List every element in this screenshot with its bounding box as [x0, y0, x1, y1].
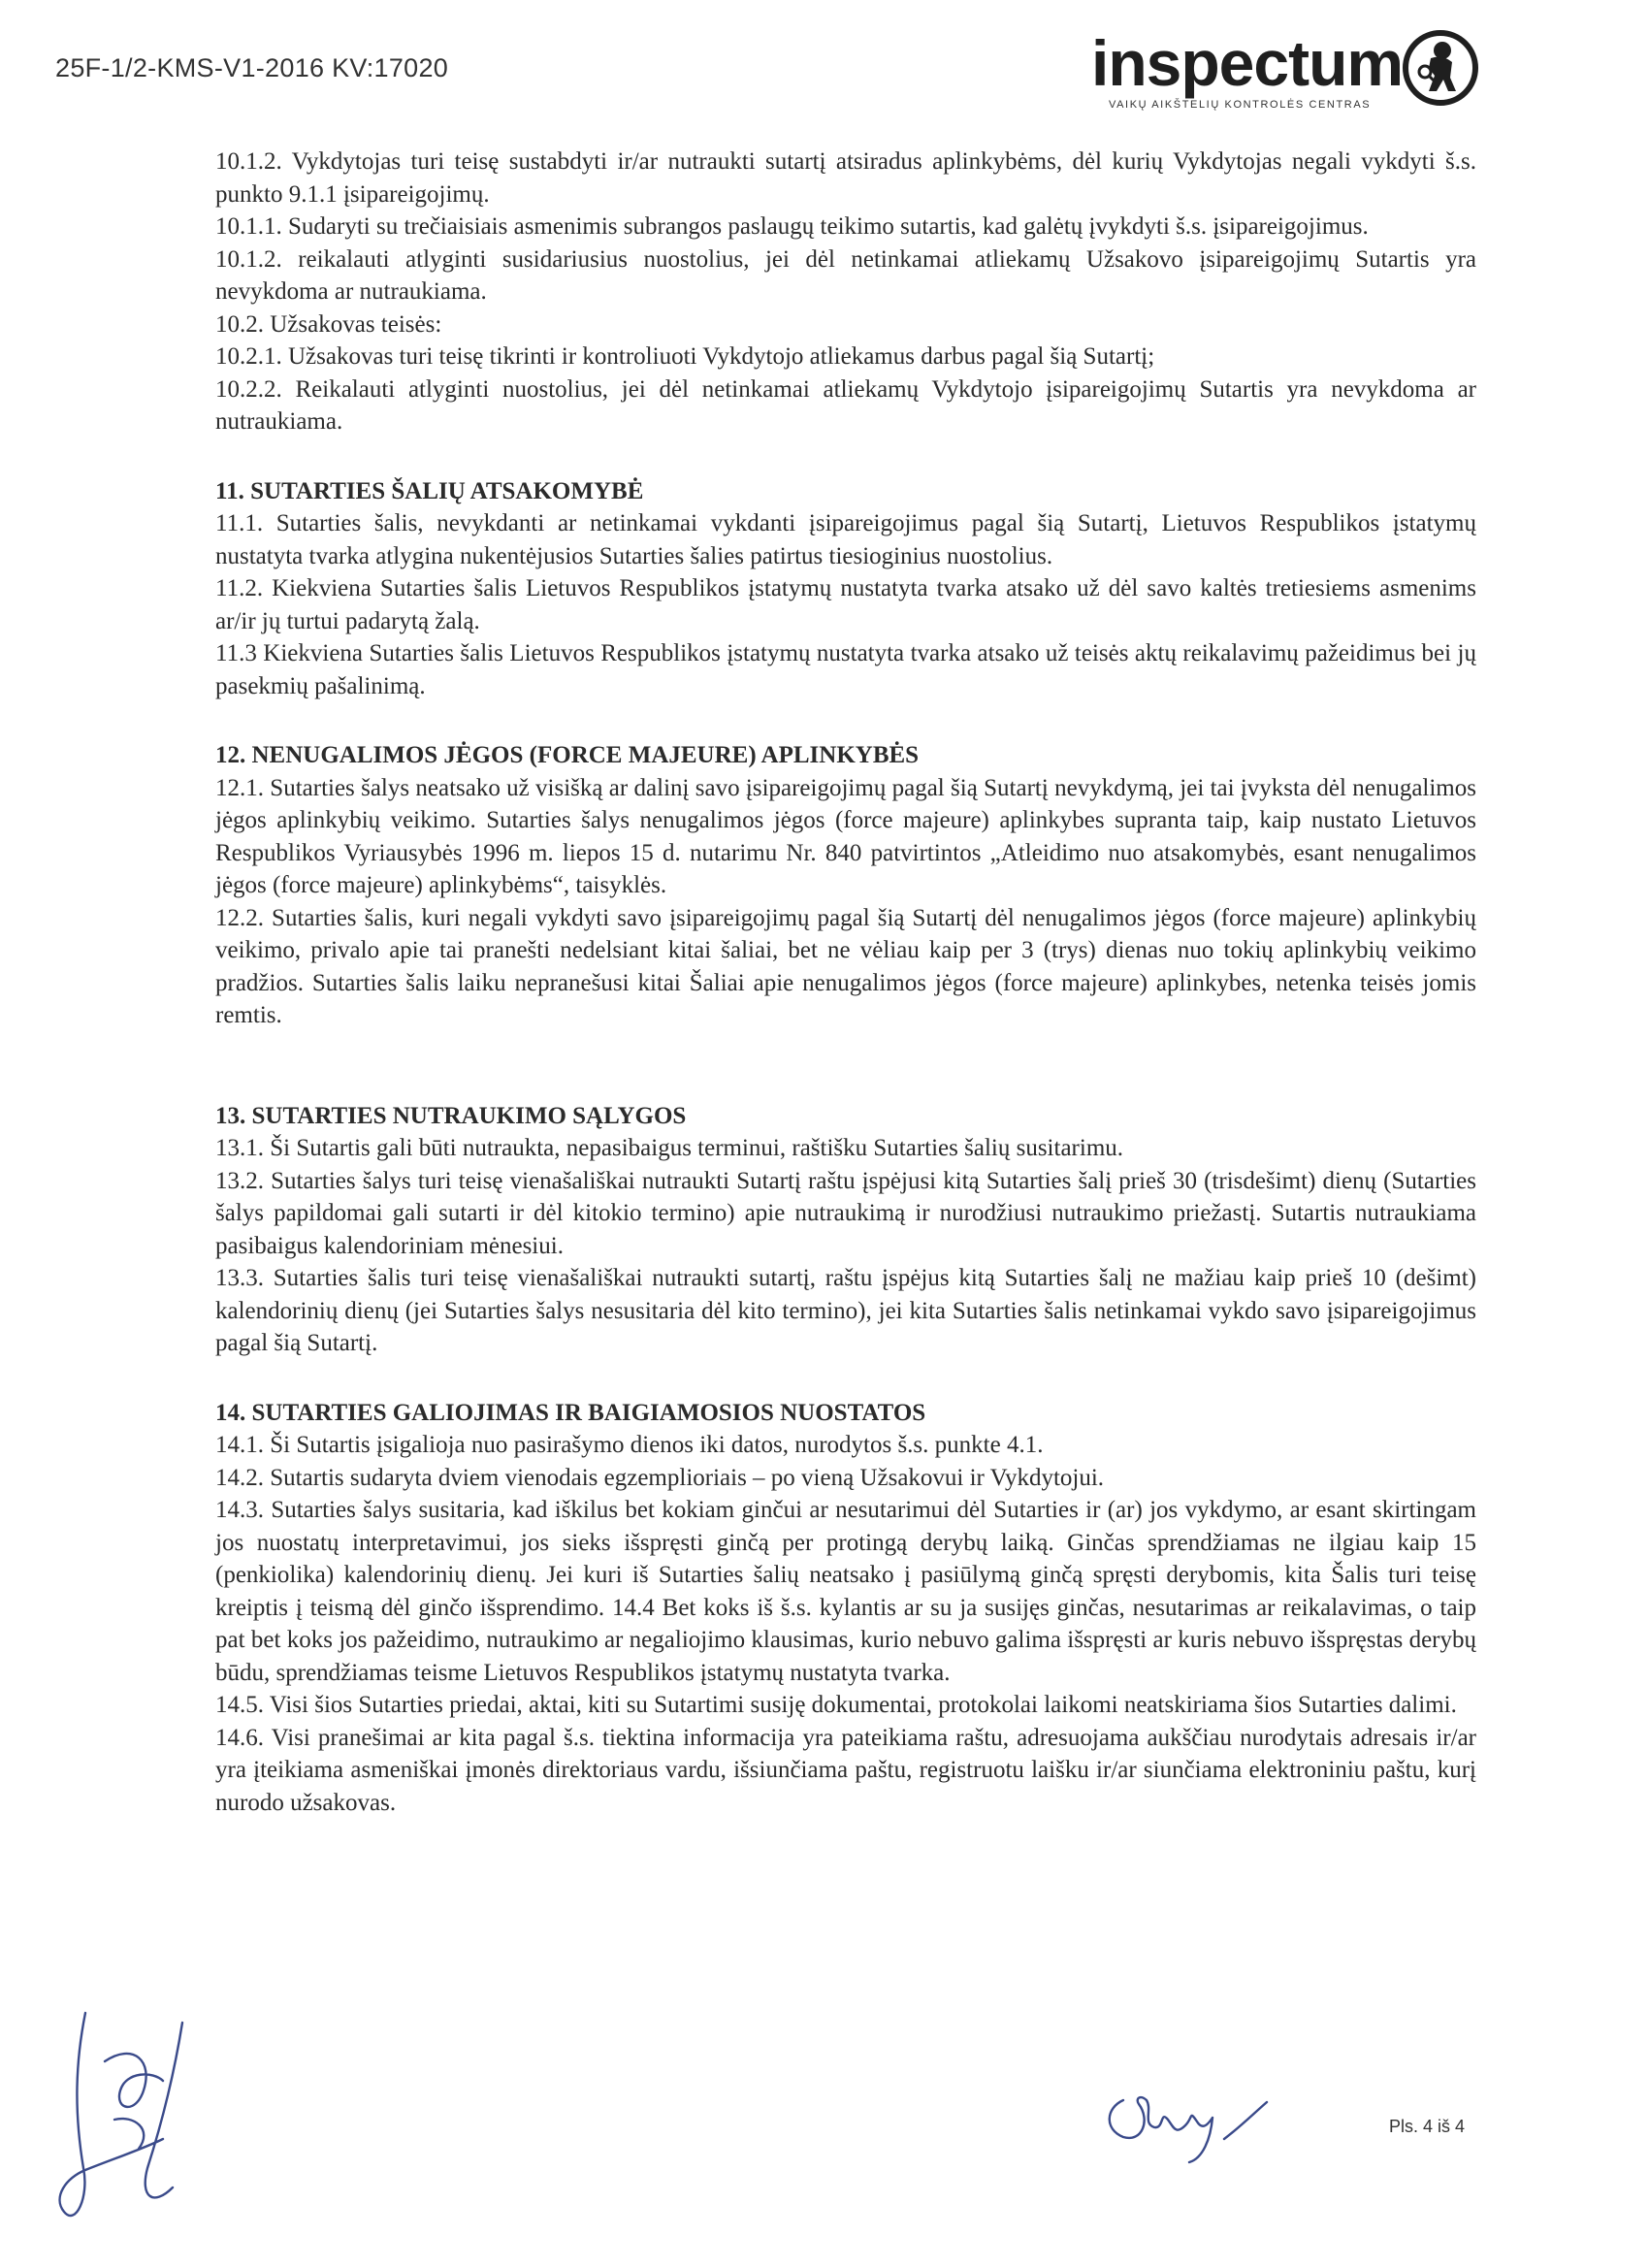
document-code: 25F-1/2-KMS-V1-2016 KV:17020: [55, 53, 449, 82]
clause-paragraph: 10.2.2. Reikalauti atlyginti nuostolius, jei dėl netinkamai atliekamų Vykdytojo įsipareigojimų Sutartis yra nevykdoma ar nutraukiama.: [215, 375, 1476, 435]
clause-paragraph: 10.2. Užsakovas teisės:: [215, 310, 442, 338]
section-heading: 14. SUTARTIES GALIOJIMAS IR BAIGIAMOSIOS NUOSTATOS: [215, 1399, 926, 1426]
clause-paragraph: 10.1.1. Sudaryti su trečiaisiais asmenimis subrangos paslaugų teikimo sutartis, kad galėtų įvykdyti š.s. įsipareigojimus.: [215, 213, 1369, 240]
clause-paragraph: 12.1. Sutarties šalys neatsako už visišką ar dalinį savo įsipareigojimų pagal šią Sutartį nevykdymą, jei tai įvyksta dėl nenugalimos jėgos aplinkybių veikimo. Sutarties šalys nenugalimos jėgos (force majeure) aplinkybes supranta taip, kaip nustato Lietuvos Respublikos Vyriausybės 1996 m. liepos 15 d. nutarimu Nr. 840 patvirtintos „Atleidimo nuo atsakomybės, esant nenugalimos jėgos (force majeure) aplinkybėms“, taisyklės.: [215, 774, 1476, 898]
clause-paragraph: 13.3. Sutarties šalis turi teisę vienašališkai nutraukti sutartį, raštu įspėjus kitą Sutarties šalį ne mažiau kaip prieš 10 (dešimt) kalendorinių dienų (jei Sutarties šalys nesusitaria dėl kito termino), jei kita Sutarties šalis netinkamai vykdo savo įsipareigojimus pagal šią Sutartį.: [215, 1265, 1476, 1356]
signature-left: [47, 2003, 202, 2236]
clause-paragraph: 13.1. Ši Sutartis gali būti nutraukta, nepasibaigus terminui, raštišku Sutarties šalių susitarimu.: [215, 1135, 1124, 1161]
section-heading: 11. SUTARTIES ŠALIŲ ATSAKOMYBĖ: [215, 477, 644, 504]
section-gap: [215, 1032, 1476, 1100]
section-gap: [215, 1360, 1476, 1397]
clause-paragraph: 14.1. Ši Sutartis įsigalioja nuo pasirašymo dienos iki datos, nurodytos š.s. punkte 4.1.: [215, 1432, 1044, 1458]
logo-wordmark: inspectum: [1091, 27, 1404, 99]
clause-paragraph: 10.1.2. reikalauti atlyginti susidariusius nuostolius, jei dėl netinkamai atliekamų Užsakovo įsipareigojimų Sutartis yra nevykdoma ar nutraukiama.: [215, 245, 1476, 305]
section-gap: [215, 438, 1476, 475]
clause-paragraph: 11.3 Kiekviena Sutarties šalis Lietuvos Respublikos įstatymų nustatyta tvarka atsako už teisės aktų reikalavimų pažeidimus bei jų pasekmių pašalinimą.: [215, 640, 1476, 699]
section-heading: 13. SUTARTIES NUTRAUKIMO SĄLYGOS: [215, 1102, 687, 1129]
clause-paragraph: 14.2. Sutartis sudaryta dviem vienodais egzemplioriais – po vieną Užsakovui ir Vykdytojui.: [215, 1464, 1105, 1491]
logo-subtitle: VAIKŲ AIKŠTELIŲ KONTROLĖS CENTRAS: [1109, 99, 1372, 111]
clause-paragraph: 11.1. Sutarties šalis, nevykdanti ar netinkamai vykdanti įsipareigojimus pagal šią Sutartį, Lietuvos Respublikos įstatymų nustatyta tvarka atlygina nukentėjusios Sutarties šalies patirtus tiesioginius nuostolius.: [215, 510, 1476, 569]
clause-paragraph: 14.5. Visi šios Sutarties priedai, aktai, kiti su Sutartimi susiję dokumentai, protokolai laikomi neatskiriama šios Sutarties dalimi.: [215, 1692, 1457, 1718]
section-gap: [215, 702, 1476, 739]
clause-paragraph: 13.2. Sutarties šalys turi teisę vienašališkai nutraukti Sutartį raštu įspėjusi kitą Sutarties šalį prieš 30 (trisdešimt) dienų (Sutarties šalys papildomai gali sutarti ir dėl kitokio termino) apie nutraukimą ir nurodžiusi nutraukimo priežastį. Sutartis nutraukiama pasibaigus kalendoriniam mėnesiui.: [215, 1167, 1476, 1259]
signature-right: [1096, 2081, 1290, 2168]
clause-paragraph: 14.6. Visi pranešimai ar kita pagal š.s. tiektina informacija yra pateikiama raštu, adresuojama aukščiau nurodytais adresais ir/ar yra įteikiama asmeniškai įmonės direktoriaus vardu, išsiunčiama paštu, registruotu laišku ir/ar siunčiama elektroniniu paštu, kurį nurodo užsakovas.: [215, 1724, 1476, 1816]
clause-paragraph: 10.2.1. Užsakovas turi teisę tikrinti ir kontroliuoti Vykdytojo atliekamus darbus pagal šią Sutartį;: [215, 343, 1155, 370]
page-number: Pls. 4 iš 4: [1389, 2117, 1466, 2136]
clause-paragraph: 11.2. Kiekviena Sutarties šalis Lietuvos Respublikos įstatymų nustatyta tvarka atsako už dėl savo kaltės tretiesiems asmenims ar/ir jų turtui padarytą žalą.: [215, 575, 1476, 634]
clause-paragraph: 14.3. Sutarties šalys susitaria, kad iškilus bet kokiam ginčui ar nesutarimui dėl Sutarties ir (ar) jos vykdymo, ar esant skirtingam jos nuostatų interpretavimui, jos sieks išspręsti ginčą per protingą derybų laiką. Ginčas sprendžiamas ne ilgiau kaip 15 (penkiolika) kalendorinių dienų. Jei kuri iš Sutarties šalių neatsako į pasiūlymą ginčą spręsti derybomis, kita Šalis turi teisę kreiptis į teismą dėl ginčo išsprendimo. 14.4 Bet koks iš š.s. kylantis ar su ja susijęs ginčas, nesutarimas ar reikalavimas, o taip pat bet koks jos pažeidimo, nutraukimo ar negaliojimo klausimas, kurio nebuvo galima išspręsti ar kuris nebuvo išspręstas derybų būdu, sprendžiamas teisme Lietuvos Respublikos įstatymų nustatyta tvarka.: [215, 1497, 1476, 1686]
document-body: [215, 146, 1476, 1819]
company-logo: [1091, 29, 1479, 121]
inspector-icon: [1402, 29, 1479, 107]
clause-paragraph: 12.2. Sutarties šalis, kuri negali vykdyti savo įsipareigojimų pagal šią Sutartį dėl nenugalimos jėgos (force majeure) aplinkybių veikimo, privalo apie tai pranešti nedelsiant kitai šaliai, bet ne vėliau kaip per 3 (trys) dienas nuo tokių aplinkybių veikimo pradžios. Sutarties šalis laiku nepranešusi kitai Šaliai apie nenugalimos jėgos (force majeure) aplinkybes, netenka teisės jomis remtis.: [215, 904, 1476, 1028]
section-heading: 12. NENUGALIMOS JĖGOS (FORCE MAJEURE) APLINKYBĖS: [215, 742, 920, 768]
clause-paragraph: 10.1.2. Vykdytojas turi teisę sustabdyti ir/ar nutraukti sutartį atsiradus aplinkybėms, dėl kurių Vykdytojas negali vykdyti š.s. punkto 9.1.1 įsipareigojimų.: [215, 148, 1476, 208]
